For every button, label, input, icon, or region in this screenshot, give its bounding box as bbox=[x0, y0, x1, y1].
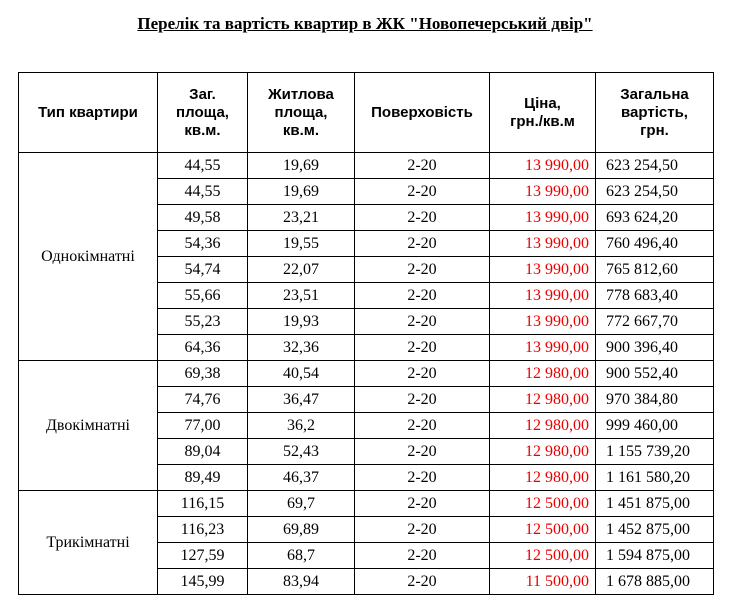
price-cell: 12 980,00 bbox=[490, 387, 596, 413]
living-area-cell: 19,69 bbox=[248, 179, 355, 205]
price-cell: 13 990,00 bbox=[490, 309, 596, 335]
header-price: Ціна, грн./кв.м bbox=[490, 73, 596, 153]
total-cost-cell: 1 451 875,00 bbox=[596, 491, 714, 517]
floors-cell: 2-20 bbox=[355, 309, 490, 335]
header-apartment-type: Тип квартири bbox=[19, 73, 158, 153]
floors-cell: 2-20 bbox=[355, 543, 490, 569]
living-area-cell: 46,37 bbox=[248, 465, 355, 491]
total-cost-cell: 778 683,40 bbox=[596, 283, 714, 309]
total-area-cell: 44,55 bbox=[158, 153, 248, 179]
living-area-cell: 19,69 bbox=[248, 153, 355, 179]
floors-cell: 2-20 bbox=[355, 465, 490, 491]
table-row bbox=[19, 491, 714, 517]
price-cell: 12 500,00 bbox=[490, 543, 596, 569]
living-area-cell: 69,7 bbox=[248, 491, 355, 517]
price-cell: 13 990,00 bbox=[490, 335, 596, 361]
apartment-price-table bbox=[18, 72, 714, 595]
floors-cell: 2-20 bbox=[355, 569, 490, 595]
total-cost-cell: 772 667,70 bbox=[596, 309, 714, 335]
floors-cell: 2-20 bbox=[355, 387, 490, 413]
total-area-cell: 64,36 bbox=[158, 335, 248, 361]
table-row bbox=[19, 153, 714, 179]
price-cell: 12 980,00 bbox=[490, 465, 596, 491]
table-body bbox=[19, 153, 714, 595]
price-cell: 13 990,00 bbox=[490, 205, 596, 231]
total-cost-cell: 623 254,50 bbox=[596, 153, 714, 179]
total-area-cell: 127,59 bbox=[158, 543, 248, 569]
price-cell: 13 990,00 bbox=[490, 283, 596, 309]
price-cell: 13 990,00 bbox=[490, 231, 596, 257]
floors-cell: 2-20 bbox=[355, 205, 490, 231]
living-area-cell: 22,07 bbox=[248, 257, 355, 283]
total-area-cell: 55,66 bbox=[158, 283, 248, 309]
price-cell: 13 990,00 bbox=[490, 257, 596, 283]
total-cost-cell: 999 460,00 bbox=[596, 413, 714, 439]
floors-cell: 2-20 bbox=[355, 257, 490, 283]
total-cost-cell: 760 496,40 bbox=[596, 231, 714, 257]
total-area-cell: 116,23 bbox=[158, 517, 248, 543]
table-row bbox=[19, 361, 714, 387]
total-cost-cell: 1 452 875,00 bbox=[596, 517, 714, 543]
total-area-cell: 89,04 bbox=[158, 439, 248, 465]
table-header-row bbox=[19, 73, 714, 153]
total-area-cell: 55,23 bbox=[158, 309, 248, 335]
living-area-cell: 36,47 bbox=[248, 387, 355, 413]
living-area-cell: 19,93 bbox=[248, 309, 355, 335]
total-area-cell: 49,58 bbox=[158, 205, 248, 231]
apartment-type-cell: Однокімнатні bbox=[19, 153, 158, 361]
floors-cell: 2-20 bbox=[355, 413, 490, 439]
total-cost-cell: 1 161 580,20 bbox=[596, 465, 714, 491]
price-cell: 12 500,00 bbox=[490, 517, 596, 543]
total-area-cell: 54,36 bbox=[158, 231, 248, 257]
floors-cell: 2-20 bbox=[355, 361, 490, 387]
apartment-type-cell: Двокімнатні bbox=[19, 361, 158, 491]
total-cost-cell: 693 624,20 bbox=[596, 205, 714, 231]
total-area-cell: 74,76 bbox=[158, 387, 248, 413]
living-area-cell: 68,7 bbox=[248, 543, 355, 569]
living-area-cell: 69,89 bbox=[248, 517, 355, 543]
total-area-cell: 54,74 bbox=[158, 257, 248, 283]
total-area-cell: 116,15 bbox=[158, 491, 248, 517]
header-total-area: Заг. площа, кв.м. bbox=[158, 73, 248, 153]
living-area-cell: 23,21 bbox=[248, 205, 355, 231]
total-area-cell: 77,00 bbox=[158, 413, 248, 439]
floors-cell: 2-20 bbox=[355, 179, 490, 205]
total-area-cell: 145,99 bbox=[158, 569, 248, 595]
total-cost-cell: 900 552,40 bbox=[596, 361, 714, 387]
floors-cell: 2-20 bbox=[355, 153, 490, 179]
living-area-cell: 52,43 bbox=[248, 439, 355, 465]
floors-cell: 2-20 bbox=[355, 439, 490, 465]
living-area-cell: 40,54 bbox=[248, 361, 355, 387]
total-cost-cell: 765 812,60 bbox=[596, 257, 714, 283]
floors-cell: 2-20 bbox=[355, 491, 490, 517]
total-cost-cell: 1 155 739,20 bbox=[596, 439, 714, 465]
total-cost-cell: 623 254,50 bbox=[596, 179, 714, 205]
total-cost-cell: 970 384,80 bbox=[596, 387, 714, 413]
living-area-cell: 23,51 bbox=[248, 283, 355, 309]
total-area-cell: 44,55 bbox=[158, 179, 248, 205]
floors-cell: 2-20 bbox=[355, 517, 490, 543]
price-cell: 12 980,00 bbox=[490, 439, 596, 465]
apartment-type-cell: Трикімнатні bbox=[19, 491, 158, 595]
total-area-cell: 89,49 bbox=[158, 465, 248, 491]
document-title: Перелік та вартість квартир в ЖК "Новопечерський двір" bbox=[137, 14, 593, 33]
total-cost-cell: 900 396,40 bbox=[596, 335, 714, 361]
price-cell: 12 500,00 bbox=[490, 491, 596, 517]
price-cell: 13 990,00 bbox=[490, 179, 596, 205]
header-total-cost: Загальна вартість, грн. bbox=[596, 73, 714, 153]
living-area-cell: 83,94 bbox=[248, 569, 355, 595]
header-floors: Поверховість bbox=[355, 73, 490, 153]
floors-cell: 2-20 bbox=[355, 335, 490, 361]
floors-cell: 2-20 bbox=[355, 231, 490, 257]
price-cell: 12 980,00 bbox=[490, 361, 596, 387]
price-cell: 11 500,00 bbox=[490, 569, 596, 595]
living-area-cell: 36,2 bbox=[248, 413, 355, 439]
header-living-area: Житлова площа, кв.м. bbox=[248, 73, 355, 153]
total-area-cell: 69,38 bbox=[158, 361, 248, 387]
total-cost-cell: 1 594 875,00 bbox=[596, 543, 714, 569]
total-cost-cell: 1 678 885,00 bbox=[596, 569, 714, 595]
living-area-cell: 32,36 bbox=[248, 335, 355, 361]
price-cell: 12 980,00 bbox=[490, 413, 596, 439]
living-area-cell: 19,55 bbox=[248, 231, 355, 257]
floors-cell: 2-20 bbox=[355, 283, 490, 309]
price-cell: 13 990,00 bbox=[490, 153, 596, 179]
